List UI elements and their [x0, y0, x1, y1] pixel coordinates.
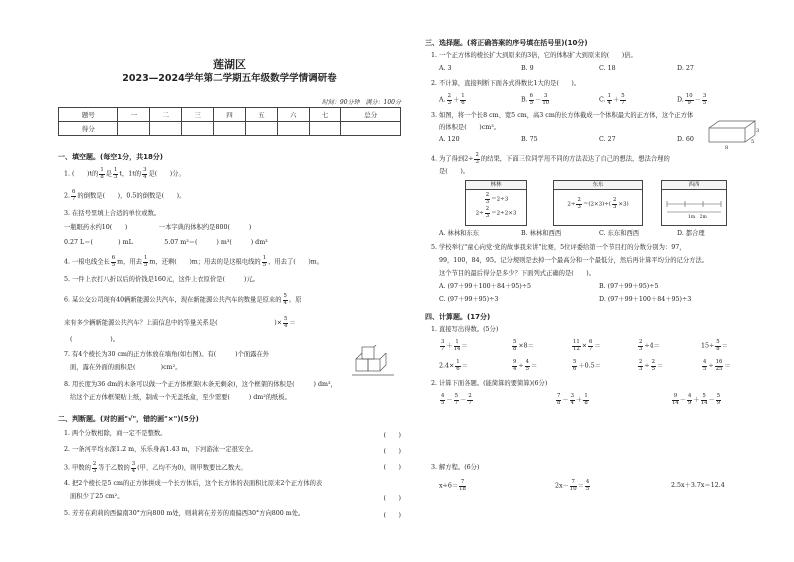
time-score: 时间：90分钟 满分：100分	[321, 99, 401, 106]
equation-item: x÷6＝ $\frac{7}{18}$	[439, 479, 466, 492]
method-box-linlin: 林林 $\frac{2}{3}$ ＝2÷3 2÷ $\frac{2}{3}$ ＝2÷2×3	[465, 180, 527, 226]
s3-q2-opt-a: A. $\frac{2}{3}$ ＋ $\frac{1}{6}$	[439, 93, 465, 106]
score-header-cell: 四	[214, 108, 246, 122]
s3-q2: 2. 不计算，直接判断下面各式得数比1大的是( )。	[431, 80, 581, 87]
s4-q2: 2. 计算下面各题。(能简算的要简算)(6分)	[431, 380, 548, 387]
s3-q2-opt-c: C. $\frac{1}{4}$ ＋ $\frac{5}{7}$	[599, 93, 625, 106]
s3-q3-opt-a: A. 120	[439, 136, 460, 143]
score-cell[interactable]	[214, 122, 246, 136]
score-header-cell: 七	[309, 108, 341, 122]
cuboid-figure	[707, 118, 759, 152]
section1-title: 一、填空题。(每空1分，共18分)	[58, 153, 164, 161]
s1-q6c: ( )。	[70, 336, 119, 343]
score-cell[interactable]	[277, 122, 309, 136]
s2-q3: 3. 甲数的 $\frac{2}{3}$ 等于乙数的 $\frac{3}{4}$ (甲、乙均不为0)，则甲数要比乙数大。	[64, 461, 247, 474]
s1-q1: 1. ( )t的 $\frac{1}{8}$ 是 $\frac{1}{3}$ t，1t的 $\frac{3}{4}$ 是( )分。	[64, 167, 185, 180]
calc-item: 2.4× $\frac{1}{6}$ ＝	[439, 359, 468, 372]
cubes-in-corner-figure	[350, 345, 396, 379]
s3-q5b: 99，100，84，95。记分规则是去掉一个最高分和一个最低分，然后再计算平均分的记分方法。	[439, 257, 709, 264]
s1-q7b: 面，露在外面的面积是( )cm²。	[70, 364, 182, 371]
s2-q2: 2. 一条河平均水深1.2 m，乐乐身高1.43 m，下河游泳一定很安全。	[64, 446, 257, 453]
s3-q4a: 4. 为了得到2÷ $\frac{2}{3}$ 的结果，下面三位同学用不同的方法表达了自己的想法，想法合理的	[431, 152, 670, 165]
calc-item: $\frac{9}{14}$ － $\frac{4}{9}$ ＋ $\frac{5}{14}$ － $\frac{5}{9}$	[672, 393, 721, 406]
method-box-dongdong: 东东 2÷ $\frac{2}{3}$ ＝(2×3)÷( $\frac{2}{3}$ ×3)	[553, 180, 643, 226]
s3-q5-opt-a: A. (97＋99＋100＋84＋95)÷5	[439, 283, 532, 290]
s3-q5-opt-d: D. (97＋99＋100＋84＋95)÷3	[599, 296, 692, 303]
s2-q4b: 面积少了25 cm²。	[70, 493, 124, 500]
s1-q3b: 0.27 L＝( ) mL 5.07 m³＝( ) m³( ) dm³	[64, 239, 268, 246]
s2-q4-paren[interactable]: ( )	[383, 495, 401, 502]
s3-q1-opt-c: C. 18	[599, 65, 616, 72]
calc-item: $\frac{5}{8}$ ×8＝	[513, 339, 534, 352]
exam-title: 2023—2024学年第二学期五年级数学学情调研卷	[122, 73, 337, 84]
s2-q3-paren[interactable]: ( )	[383, 464, 401, 471]
s3-q5c: 这个节目的最后得分是多少？下面列式正确的是( )。	[439, 270, 596, 277]
s3-q3b: 的体积是( )cm³。	[439, 124, 501, 131]
cuboid-dim-height: 3	[756, 128, 759, 134]
s4-q3: 3. 解方程。(6分)	[431, 464, 480, 471]
calc-item: $\frac{9}{4}$ ÷ $\frac{4}{5}$ ＝	[513, 359, 538, 372]
s2-q2-paren[interactable]: ( )	[383, 448, 401, 455]
s3-q5a: 5. 学校举行"童心向党·党的故事我来讲"比赛，5位评委给第一个节目打的分数分别为：97，	[431, 244, 686, 251]
s1-q4: 4. 一根电线全长 $\frac{6}{5}$ m，用去 $\frac{1}{5}$ m，还剩( )m；用去的是这根电线的 $\frac{1}{5}$ ，用去了( )m。	[64, 255, 324, 268]
s2-q1-paren[interactable]: ( )	[383, 432, 401, 439]
number-line-figure	[664, 190, 724, 220]
score-header-cell: 三	[182, 108, 214, 122]
calc-item: $\frac{4}{5}$ ÷ $\frac{16}{25}$ ＝	[703, 359, 731, 372]
s2-q4: 4. 把2个棱长是5 cm的正方体拼成一个长方体后，这个长方体的表面积比原来2个正方体的表	[64, 480, 323, 487]
score-header-row	[59, 108, 401, 122]
s2-q1: 1. 两个分数相除，商一定不是整数。	[64, 430, 167, 437]
s3-q1: 1. 一个正方体的棱长扩大到原来的3倍，它的体积扩大到原来的( )倍。	[431, 52, 637, 59]
s1-q5: 5. 一件上衣打八折以后的价钱是160元，这件上衣原价是( )元。	[64, 276, 259, 283]
score-table	[58, 107, 401, 136]
score-cell[interactable]	[309, 122, 341, 136]
s1-q8a: 8. 用长度为36 dm的木条可以做一个正方体框架(木条无剩余)，这个框架的体积是( ) dm³，	[64, 381, 337, 388]
s3-q5-opt-c: C. (97＋99＋95)÷3	[439, 296, 499, 303]
score-cell[interactable]	[150, 122, 182, 136]
score-cell[interactable]	[118, 122, 150, 136]
s3-q1-opt-b: B. 9	[521, 65, 534, 72]
score-cell[interactable]	[245, 122, 277, 136]
s3-q2-opt-b: B. $\frac{6}{5}$ － $\frac{3}{10}$	[521, 93, 550, 106]
calc-item: 15÷ $\frac{5}{8}$ ＝	[701, 339, 728, 352]
score-cell[interactable]	[341, 122, 401, 136]
cuboid-dim-width: 5	[751, 139, 755, 145]
equation-item: 2.5x＋3.7x＝12.4	[671, 482, 725, 489]
s1-q8b: 给这个正方体框架贴上纸，制成一个无盖纸盒，至少需要( ) dm²的纸板。	[70, 394, 291, 401]
calc-item: $\frac{7}{8}$ － $\frac{3}{4}$ ＋ $\frac{1}{8}$	[557, 393, 588, 406]
method-box-xixi: 西西 1m 2m	[661, 180, 727, 226]
score-header-cell: 五	[245, 108, 277, 122]
s3-q4-opt-a: A. 林林和东东	[439, 230, 480, 237]
s3-q3-opt-b: B. 75	[521, 136, 538, 143]
score-header-cell: 六	[277, 108, 309, 122]
calc-item: $\frac{3}{7}$ ＋ $\frac{1}{14}$ ＝	[441, 339, 468, 352]
s3-q4-opt-b: B. 林林和西西	[521, 230, 562, 237]
s3-q5-opt-b: B. (97＋99＋95)÷5	[599, 283, 659, 290]
score-header-cell: 总分	[341, 108, 401, 122]
equation-item: 2x－ $\frac{7}{10}$ ＝ $\frac{4}{5}$	[555, 479, 590, 492]
score-header-cell: 题号	[59, 108, 118, 122]
calc-item: $\frac{2}{3}$ ÷ $\frac{2}{5}$ ＝	[639, 359, 664, 372]
s4-q1: 1. 直接写出得数。(5分)	[431, 326, 499, 333]
district-title: 莲湖区	[213, 58, 246, 71]
s1-q6a: 6. 某公交公司现有40辆新能源公共汽车，现在新能源公共汽车的数量是原来的 $\frac{5}{4}$ 。原	[64, 293, 302, 306]
score-cell[interactable]	[182, 122, 214, 136]
s3-q1-opt-a: A. 3	[439, 65, 452, 72]
svg-text:1m 2m: 1m 2m	[688, 215, 707, 220]
calc-item: $\frac{11}{12}$ × $\frac{6}{7}$ ＝	[573, 339, 601, 352]
section4-title: 四、计算题。(17分)	[425, 313, 491, 321]
section2-title: 二、判断题。(对的画"√"，错的画"×")(5分)	[58, 415, 199, 423]
s3-q3-opt-d: D. 60	[677, 136, 694, 143]
score-row	[59, 122, 401, 136]
s1-q7a: 7. 有4个棱长为30 cm的正方体放在墙角(如右图)。有( )个面露在外	[64, 351, 270, 358]
cuboid-dim-length: 8	[725, 145, 729, 151]
s3-q2-opt-d: D. $\frac{10}{9}$ － $\frac{3}{5}$	[677, 93, 707, 106]
s3-q4-opt-d: D. 都合理	[677, 230, 705, 237]
score-header-cell: 二	[150, 108, 182, 122]
calc-item: $\frac{2}{3}$ ÷4＝	[639, 339, 660, 352]
s3-q4-opt-c: C. 东东和西西	[599, 230, 640, 237]
s3-q3-opt-c: C. 27	[599, 136, 616, 143]
score-row-label: 得分	[59, 122, 118, 136]
calc-item: $\frac{5}{6}$ ＋0.5＝	[573, 359, 601, 372]
s1-q6b: 来有多少辆新能源公共汽车？上面信息中的等量关系是( )× $\frac{5}{4}$ ＝	[64, 316, 296, 329]
section3-title: 三、选择题。(将正确答案的序号填在括号里)(10分)	[425, 39, 588, 47]
s3-q1-opt-d: D. 27	[677, 65, 694, 72]
s1-q3a: 一瓶眼药水约10( ) 一本字典的体积约是800( )	[64, 224, 252, 231]
calc-item: $\frac{4}{5}$ － $\frac{5}{7}$ － $\frac{2}{7}$	[441, 393, 472, 406]
s1-q2: 2. $\frac{6}{7}$ 的倒数是( )，0.5的倒数是( )。	[64, 189, 186, 202]
s1-q3: 3. 在括号里填上合适的单位或数。	[64, 210, 161, 217]
s2-q5-paren[interactable]: ( )	[383, 512, 401, 519]
s3-q4b: 是( )。	[439, 168, 470, 175]
score-header-cell: 一	[118, 108, 150, 122]
s2-q5: 5. 芳芳在莉莉的西偏南30°方向800 m处，则莉莉在芳芳的南偏西30°方向800 m处。	[64, 510, 305, 517]
s3-q3a: 3. 如图，将一个长8 cm、宽5 cm，高3 cm的长方体截成一个体积最大的正方体，这个正方体	[431, 112, 694, 119]
